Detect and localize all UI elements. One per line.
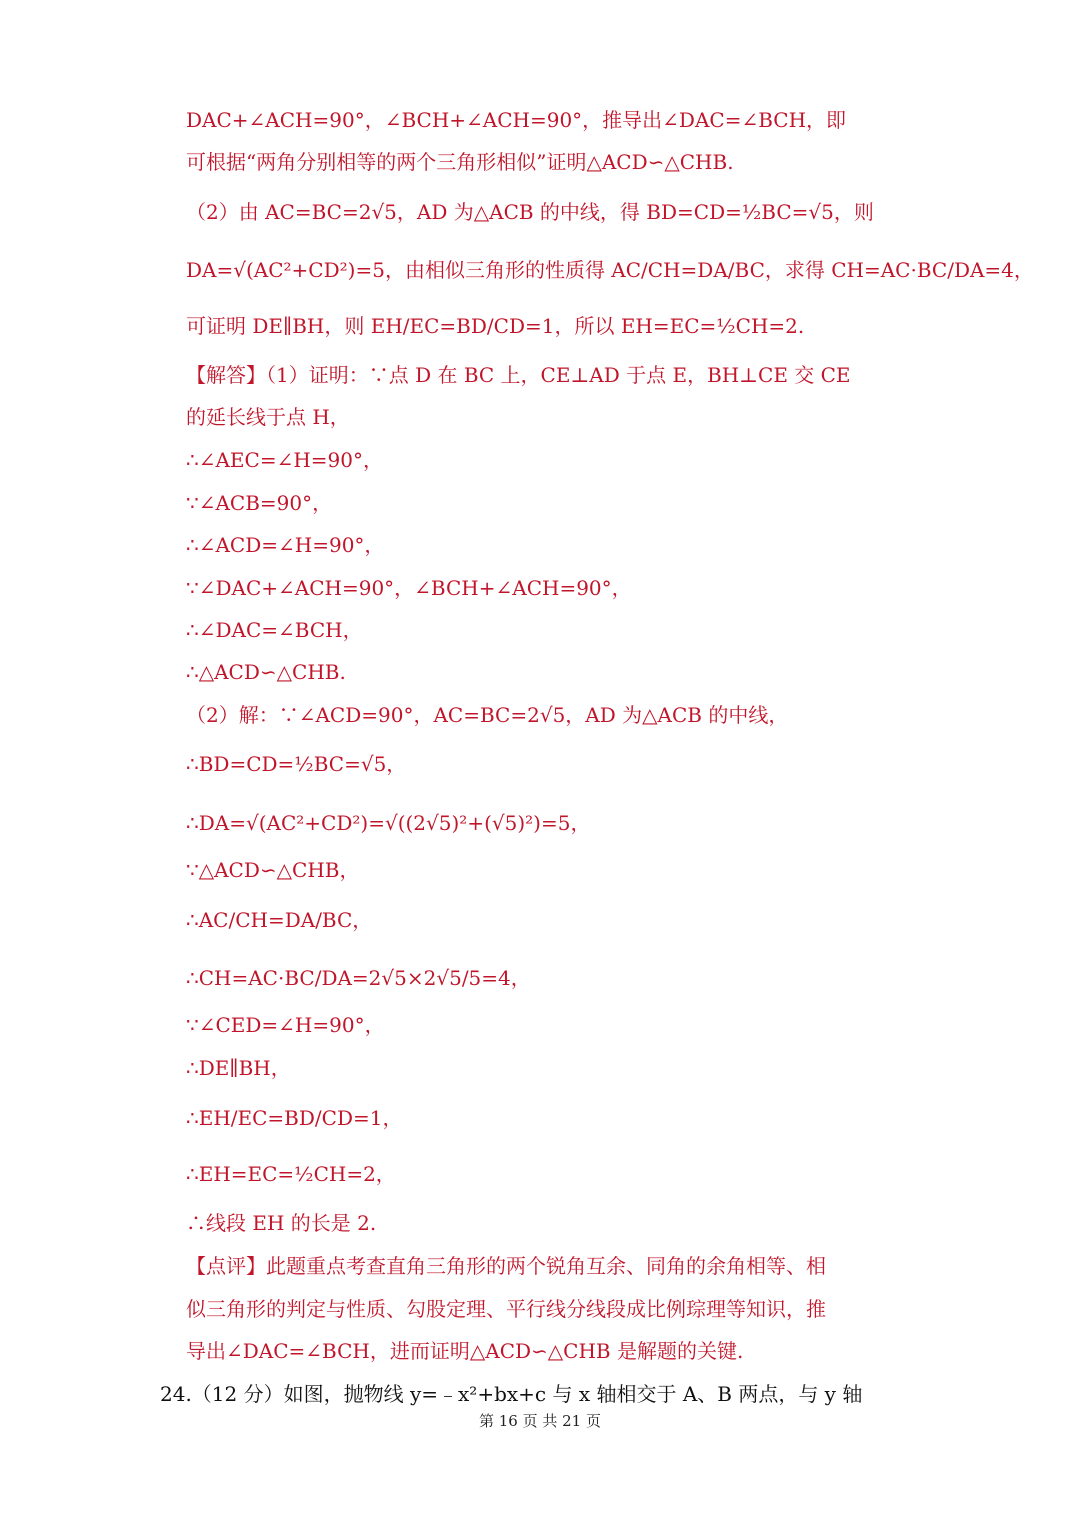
step-line-21: ∴DE∥BH， [186,1056,291,1080]
step-line-11: ∵∠DAC+∠ACH=90°，∠BCH+∠ACH=90°， [186,576,632,600]
text-line-3: （2）由 AC=BC=2√5，AD 为△ACB 的中线，得 BD=CD=½BC=√5，则 [186,200,874,224]
step-line-22: ∴EH/EC=BD/CD=1， [186,1106,403,1130]
comment-line-3: 导出∠DAC=∠BCH，进而证明△ACD∽△CHB 是解题的关键. [186,1339,744,1363]
text-line-2: 可根据“两角分别相等的两个三角形相似”证明△ACD∽△CHB. [186,150,734,174]
step-line-20: ∵∠CED=∠H=90°， [186,1013,385,1037]
comment-line-2: 似三角形的判定与性质、勾股定理、平行线分线段成比例琮理等知识，推 [186,1297,826,1321]
step-line-15: ∴BD=CD=½BC=√5， [186,752,407,776]
step-line-23: ∴EH=EC=½CH=2， [186,1162,396,1186]
step-line-18: ∴AC/CH=DA/BC， [186,908,373,932]
step-line-14: （2）解：∵∠ACD=90°，AC=BC=2√5，AD 为△ACB 的中线， [186,703,789,727]
step-line-13: ∴△ACD∽△CHB. [186,660,346,684]
step-line-10: ∴∠ACD=∠H=90°， [186,533,385,557]
answer-heading: 【解答】（1）证明：∵点 D 在 BC 上，CE⊥AD 于点 E，BH⊥CE 交 CE [186,363,851,387]
text-line-1: DAC+∠ACH=90°，∠BCH+∠ACH=90°，推导出∠DAC=∠BCH，即 [186,108,847,132]
page-footer: 第 16 页 共 21 页 [478,1412,601,1430]
step-line-17: ∵△ACD∽△CHB， [186,858,360,882]
comment-line-1: 【点评】此题重点考查直角三角形的两个锐角互余、同角的余角相等、相 [186,1254,826,1278]
step-line-8: ∴∠AEC=∠H=90°， [186,448,383,472]
text-line-4: DA=√(AC²+CD²)=5，由相似三角形的性质得 AC/CH=DA/BC，求得 CH=AC·BC/DA=4， [186,258,1034,282]
text-line-5: 可证明 DE∥BH，则 EH/EC=BD/CD=1，所以 EH=EC=½CH=2. [186,314,805,338]
step-line-12: ∴∠DAC=∠BCH， [186,618,363,642]
step-line-16: ∴DA=√(AC²+CD²)=√((2√5)²+(√5)²)=5， [186,811,591,835]
conclusion-line: ∴线段 EH 的长是 2. [186,1211,377,1235]
text-line-7: 的延长线于点 H， [186,405,350,429]
step-line-19: ∴CH=AC·BC/DA=2√5×2√5/5=4， [186,966,531,990]
step-line-9: ∵∠ACB=90°， [186,491,333,515]
question-24-line: 24.（12 分）如图，抛物线 y=﹣x²+bx+c 与 x 轴相交于 A、B 两点，与 y 轴 [160,1382,863,1406]
